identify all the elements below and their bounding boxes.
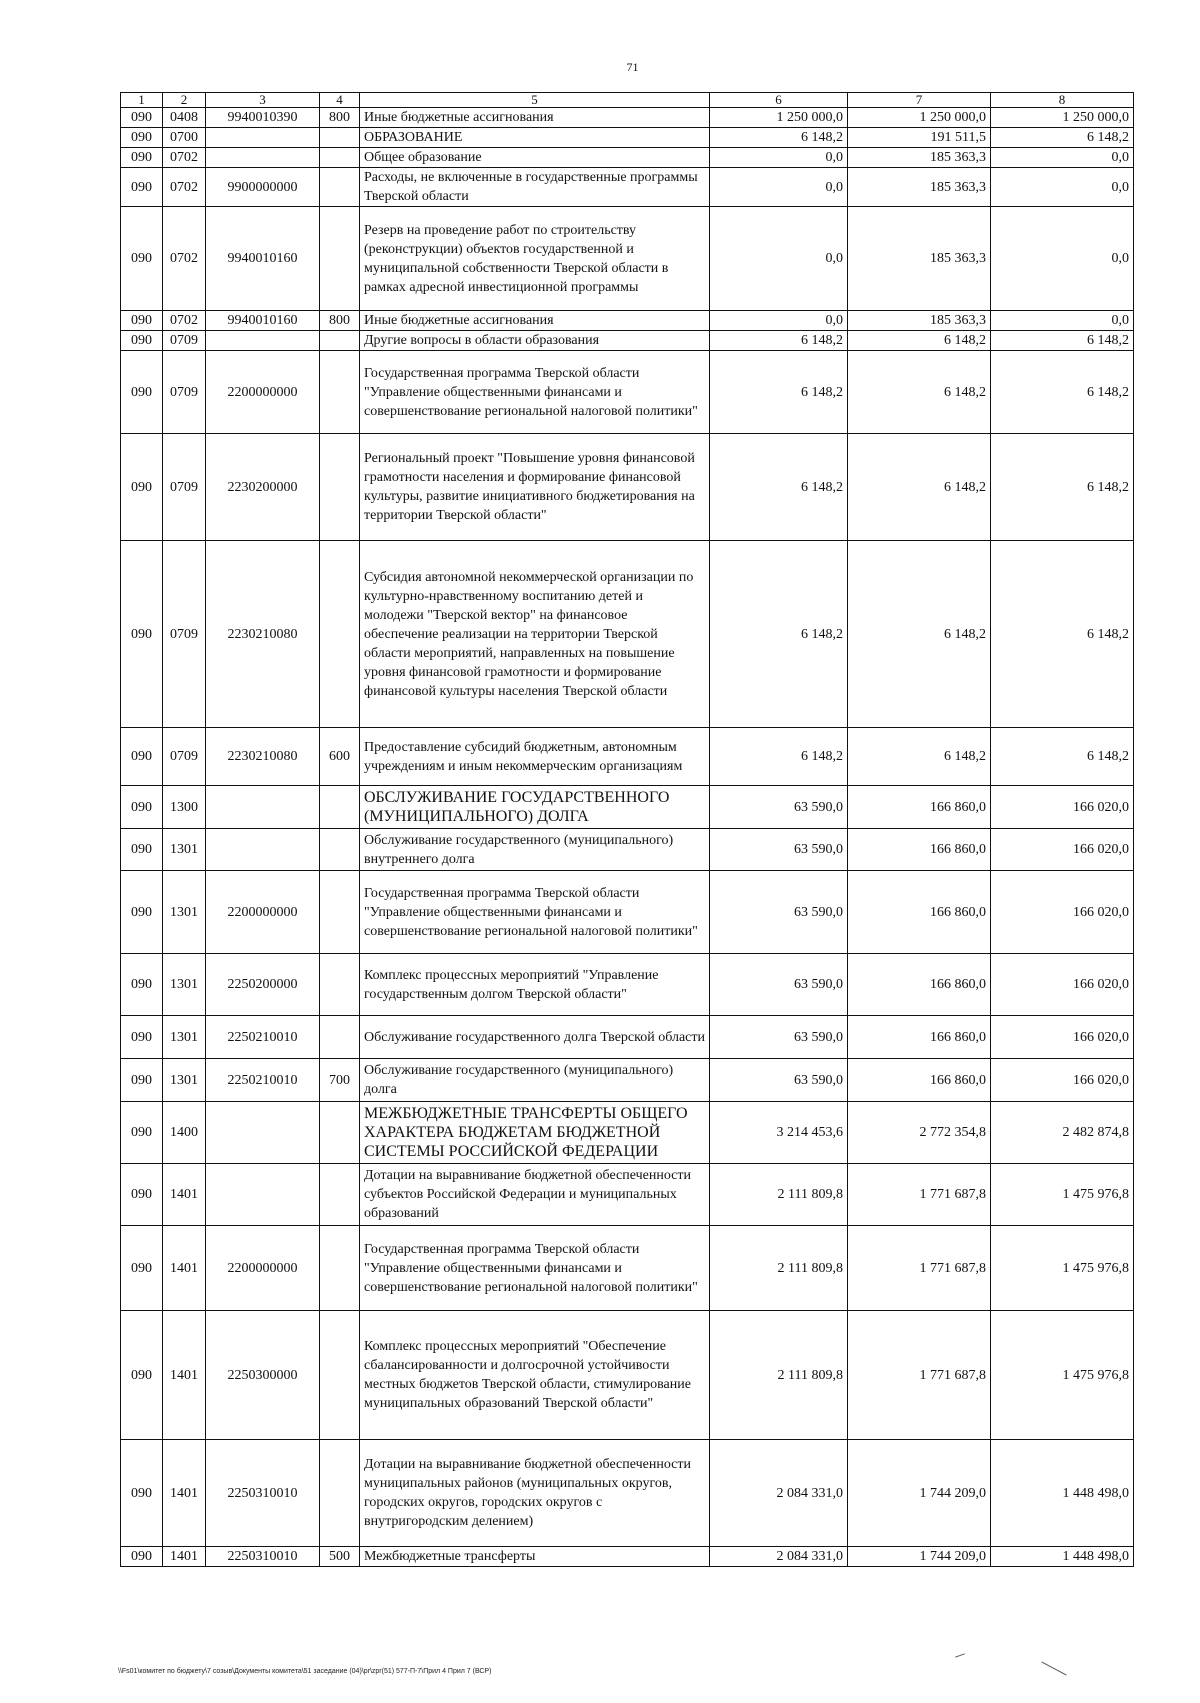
cell-chapter-code: 090 (121, 148, 163, 168)
cell-amount-col7: 2 772 354,8 (848, 1102, 991, 1164)
cell-item-name: Дотации на выравнивание бюджетной обеспеченности субъектов Российской Федерации и муниципальных образований (360, 1164, 710, 1226)
cell-amount-col6: 63 590,0 (710, 786, 848, 829)
cell-section-code: 0709 (163, 728, 206, 786)
cell-section-code: 1401 (163, 1547, 206, 1567)
table-row (121, 1226, 1134, 1311)
cell-target-article-code: 2250310010 (206, 1547, 320, 1567)
cell-amount-col8: 0,0 (991, 311, 1134, 331)
col-header-5: 5 (360, 93, 710, 108)
cell-amount-col7: 166 860,0 (848, 954, 991, 1016)
table-row (121, 1164, 1134, 1226)
cell-amount-col8: 6 148,2 (991, 434, 1134, 541)
cell-target-article-code: 2250210010 (206, 1059, 320, 1102)
cell-amount-col7: 166 860,0 (848, 786, 991, 829)
cell-expense-type-code (320, 954, 360, 1016)
cell-section-code: 0702 (163, 148, 206, 168)
cell-amount-col8: 6 148,2 (991, 728, 1134, 786)
cell-chapter-code: 090 (121, 351, 163, 434)
cell-section-code: 1401 (163, 1164, 206, 1226)
cell-amount-col6: 2 084 331,0 (710, 1547, 848, 1567)
cell-target-article-code (206, 1102, 320, 1164)
cell-target-article-code: 9940010390 (206, 108, 320, 128)
cell-amount-col6: 63 590,0 (710, 954, 848, 1016)
cell-amount-col8: 166 020,0 (991, 1059, 1134, 1102)
table-row (121, 434, 1134, 541)
cell-target-article-code: 2230200000 (206, 434, 320, 541)
cell-amount-col8: 166 020,0 (991, 871, 1134, 954)
cell-amount-col8: 6 148,2 (991, 331, 1134, 351)
cell-expense-type-code: 600 (320, 728, 360, 786)
cell-chapter-code: 090 (121, 728, 163, 786)
cell-section-code: 0700 (163, 128, 206, 148)
cell-amount-col8: 1 448 498,0 (991, 1440, 1134, 1547)
cell-item-name: Региональный проект "Повышение уровня финансовой грамотности населения и формирование финансовой культуры, развитие инициативного бюджетирования на территории Тверской области" (360, 434, 710, 541)
cell-chapter-code: 090 (121, 1311, 163, 1440)
cell-item-name: ОБСЛУЖИВАНИЕ ГОСУДАРСТВЕННОГО (МУНИЦИПАЛЬНОГО) ДОЛГА (360, 786, 710, 829)
cell-target-article-code: 2230210080 (206, 728, 320, 786)
cell-item-name: Резерв на проведение работ по строительству (реконструкции) объектов государственной и муниципальной собственности Тверской области в рамках адресной инвестиционной программы (360, 207, 710, 311)
cell-expense-type-code (320, 871, 360, 954)
budget-table (120, 92, 1134, 1567)
cell-chapter-code: 090 (121, 786, 163, 829)
cell-amount-col7: 166 860,0 (848, 1059, 991, 1102)
cell-amount-col7: 1 771 687,8 (848, 1226, 991, 1311)
table-row (121, 1059, 1134, 1102)
cell-chapter-code: 090 (121, 1102, 163, 1164)
scan-mark (955, 1653, 965, 1657)
cell-item-name: Межбюджетные трансферты (360, 1547, 710, 1567)
cell-item-name: Общее образование (360, 148, 710, 168)
cell-item-name: МЕЖБЮДЖЕТНЫЕ ТРАНСФЕРТЫ ОБЩЕГО ХАРАКТЕРА БЮДЖЕТАМ БЮДЖЕТНОЙ СИСТЕМЫ РОССИЙСКОЙ ФЕДЕРАЦИИ (360, 1102, 710, 1164)
cell-expense-type-code: 800 (320, 108, 360, 128)
cell-amount-col8: 166 020,0 (991, 829, 1134, 871)
cell-chapter-code: 090 (121, 1059, 163, 1102)
cell-amount-col8: 6 148,2 (991, 351, 1134, 434)
cell-amount-col6: 2 084 331,0 (710, 1440, 848, 1547)
cell-item-name: Предоставление субсидий бюджетным, автономным учреждениям и иным некоммерческим организациям (360, 728, 710, 786)
cell-section-code: 0709 (163, 331, 206, 351)
cell-expense-type-code (320, 829, 360, 871)
cell-amount-col7: 6 148,2 (848, 331, 991, 351)
cell-target-article-code: 9940010160 (206, 311, 320, 331)
cell-chapter-code: 090 (121, 541, 163, 728)
cell-expense-type-code: 800 (320, 311, 360, 331)
cell-item-name: Государственная программа Тверской области "Управление общественными финансами и совершенствование региональной налоговой политики" (360, 871, 710, 954)
cell-item-name: Обслуживание государственного (муниципального) внутреннего долга (360, 829, 710, 871)
cell-section-code: 1401 (163, 1226, 206, 1311)
cell-amount-col7: 1 771 687,8 (848, 1164, 991, 1226)
cell-target-article-code: 2200000000 (206, 1226, 320, 1311)
cell-section-code: 0702 (163, 207, 206, 311)
cell-item-name: Субсидия автономной некоммерческой организации по культурно-нравственному воспитанию детей и молодежи "Тверской вектор" на финансовое обеспечение реализации на территории Тверской области мероприятий, направленных на повышение уровня финансовой грамотности и формирование финансовой культуры населения Тверской области (360, 541, 710, 728)
cell-expense-type-code (320, 168, 360, 207)
cell-amount-col8: 2 482 874,8 (991, 1102, 1134, 1164)
cell-chapter-code: 090 (121, 331, 163, 351)
cell-amount-col7: 191 511,5 (848, 128, 991, 148)
cell-target-article-code: 9940010160 (206, 207, 320, 311)
cell-section-code: 0408 (163, 108, 206, 128)
cell-chapter-code: 090 (121, 1440, 163, 1547)
table-row (121, 954, 1134, 1016)
cell-amount-col7: 1 771 687,8 (848, 1311, 991, 1440)
col-header-6: 6 (710, 93, 848, 108)
cell-item-name: Иные бюджетные ассигнования (360, 311, 710, 331)
col-header-2: 2 (163, 93, 206, 108)
cell-amount-col6: 63 590,0 (710, 871, 848, 954)
cell-target-article-code: 2250310010 (206, 1440, 320, 1547)
cell-amount-col7: 166 860,0 (848, 871, 991, 954)
cell-amount-col7: 185 363,3 (848, 311, 991, 331)
cell-expense-type-code (320, 1164, 360, 1226)
cell-expense-type-code (320, 148, 360, 168)
budget-table-body (121, 108, 1134, 1567)
cell-expense-type-code (320, 1311, 360, 1440)
cell-chapter-code: 090 (121, 1226, 163, 1311)
cell-amount-col6: 0,0 (710, 311, 848, 331)
cell-expense-type-code: 700 (320, 1059, 360, 1102)
cell-item-name: Расходы, не включенные в государственные программы Тверской области (360, 168, 710, 207)
cell-item-name: Государственная программа Тверской области "Управление общественными финансами и совершенствование региональной налоговой политики" (360, 1226, 710, 1311)
cell-amount-col8: 166 020,0 (991, 1016, 1134, 1059)
cell-chapter-code: 090 (121, 829, 163, 871)
cell-section-code: 1301 (163, 871, 206, 954)
cell-section-code: 0709 (163, 434, 206, 541)
cell-amount-col8: 1 250 000,0 (991, 108, 1134, 128)
cell-amount-col7: 6 148,2 (848, 434, 991, 541)
cell-target-article-code: 9900000000 (206, 168, 320, 207)
cell-target-article-code: 2200000000 (206, 871, 320, 954)
cell-expense-type-code (320, 541, 360, 728)
table-row (121, 108, 1134, 128)
cell-amount-col6: 3 214 453,6 (710, 1102, 848, 1164)
cell-target-article-code (206, 829, 320, 871)
table-row (121, 541, 1134, 728)
cell-amount-col6: 6 148,2 (710, 434, 848, 541)
table-row (121, 1102, 1134, 1164)
table-row (121, 311, 1134, 331)
cell-target-article-code: 2200000000 (206, 351, 320, 434)
cell-amount-col6: 6 148,2 (710, 541, 848, 728)
table-row (121, 168, 1134, 207)
col-header-1: 1 (121, 93, 163, 108)
cell-chapter-code: 090 (121, 1016, 163, 1059)
cell-amount-col7: 185 363,3 (848, 207, 991, 311)
cell-amount-col6: 2 111 809,8 (710, 1164, 848, 1226)
col-header-3: 3 (206, 93, 320, 108)
cell-chapter-code: 090 (121, 311, 163, 331)
cell-amount-col8: 166 020,0 (991, 786, 1134, 829)
cell-chapter-code: 090 (121, 434, 163, 541)
cell-expense-type-code (320, 207, 360, 311)
cell-amount-col7: 1 250 000,0 (848, 108, 991, 128)
cell-chapter-code: 090 (121, 1164, 163, 1226)
cell-amount-col8: 6 148,2 (991, 128, 1134, 148)
cell-section-code: 1301 (163, 1016, 206, 1059)
cell-target-article-code (206, 786, 320, 829)
cell-amount-col7: 1 744 209,0 (848, 1547, 991, 1567)
cell-chapter-code: 090 (121, 128, 163, 148)
cell-chapter-code: 090 (121, 168, 163, 207)
cell-expense-type-code (320, 351, 360, 434)
cell-target-article-code: 2230210080 (206, 541, 320, 728)
cell-item-name: Другие вопросы в области образования (360, 331, 710, 351)
table-row (121, 207, 1134, 311)
cell-amount-col8: 0,0 (991, 168, 1134, 207)
cell-item-name: Дотации на выравнивание бюджетной обеспеченности муниципальных районов (муниципальных округов, городских округов, городских округов с внутригородским делением) (360, 1440, 710, 1547)
cell-amount-col6: 63 590,0 (710, 1016, 848, 1059)
table-row (121, 786, 1134, 829)
table-row (121, 351, 1134, 434)
cell-amount-col7: 166 860,0 (848, 829, 991, 871)
cell-amount-col8: 0,0 (991, 148, 1134, 168)
cell-target-article-code (206, 148, 320, 168)
col-header-7: 7 (848, 93, 991, 108)
cell-section-code: 1300 (163, 786, 206, 829)
cell-section-code: 0702 (163, 168, 206, 207)
cell-item-name: Комплекс процессных мероприятий "Управление государственным долгом Тверской области" (360, 954, 710, 1016)
cell-section-code: 1301 (163, 829, 206, 871)
cell-amount-col6: 2 111 809,8 (710, 1311, 848, 1440)
cell-amount-col7: 6 148,2 (848, 351, 991, 434)
cell-target-article-code (206, 1164, 320, 1226)
table-row (121, 829, 1134, 871)
cell-target-article-code (206, 331, 320, 351)
cell-section-code: 1301 (163, 1059, 206, 1102)
cell-amount-col8: 6 148,2 (991, 541, 1134, 728)
cell-amount-col6: 6 148,2 (710, 128, 848, 148)
footer-file-path: \\Fs01\комитет по бюджету\7 созыв\Документы комитета\51 заседание (04)\pr\zpr(51) 577-П-7\Прил 4 Прил 7 (ВСР) (118, 1668, 492, 1675)
cell-amount-col8: 1 475 976,8 (991, 1226, 1134, 1311)
cell-amount-col8: 1 475 976,8 (991, 1164, 1134, 1226)
table-row (121, 728, 1134, 786)
col-header-4: 4 (320, 93, 360, 108)
cell-chapter-code: 090 (121, 871, 163, 954)
table-row (121, 1547, 1134, 1567)
cell-amount-col8: 1 448 498,0 (991, 1547, 1134, 1567)
cell-section-code: 1301 (163, 954, 206, 1016)
cell-target-article-code: 2250200000 (206, 954, 320, 1016)
page-number: 71 (626, 60, 639, 74)
cell-amount-col7: 6 148,2 (848, 728, 991, 786)
cell-expense-type-code (320, 128, 360, 148)
cell-section-code: 1401 (163, 1311, 206, 1440)
cell-item-name: Обслуживание государственного долга Тверской области (360, 1016, 710, 1059)
cell-amount-col8: 166 020,0 (991, 954, 1134, 1016)
cell-amount-col6: 6 148,2 (710, 728, 848, 786)
table-row (121, 331, 1134, 351)
cell-amount-col7: 185 363,3 (848, 168, 991, 207)
table-row (121, 871, 1134, 954)
cell-expense-type-code (320, 1440, 360, 1547)
cell-section-code: 0709 (163, 541, 206, 728)
cell-item-name: Комплекс процессных мероприятий "Обеспечение сбалансированности и долгосрочной устойчивости местных бюджетов Тверской области, стимулирование муниципальных образований Тверской области" (360, 1311, 710, 1440)
scan-mark (1041, 1661, 1066, 1675)
cell-expense-type-code: 500 (320, 1547, 360, 1567)
cell-amount-col6: 2 111 809,8 (710, 1226, 848, 1311)
cell-expense-type-code (320, 1102, 360, 1164)
cell-expense-type-code (320, 786, 360, 829)
cell-target-article-code (206, 128, 320, 148)
cell-amount-col8: 0,0 (991, 207, 1134, 311)
cell-amount-col7: 185 363,3 (848, 148, 991, 168)
cell-target-article-code: 2250300000 (206, 1311, 320, 1440)
cell-item-name: Иные бюджетные ассигнования (360, 108, 710, 128)
table-row (121, 1016, 1134, 1059)
cell-chapter-code: 090 (121, 108, 163, 128)
cell-target-article-code: 2250210010 (206, 1016, 320, 1059)
cell-expense-type-code (320, 331, 360, 351)
col-header-8: 8 (991, 93, 1134, 108)
cell-amount-col6: 63 590,0 (710, 829, 848, 871)
cell-section-code: 1400 (163, 1102, 206, 1164)
cell-chapter-code: 090 (121, 954, 163, 1016)
cell-amount-col6: 6 148,2 (710, 331, 848, 351)
table-row (121, 1440, 1134, 1547)
cell-expense-type-code (320, 1226, 360, 1311)
cell-amount-col6: 0,0 (710, 207, 848, 311)
cell-item-name: Государственная программа Тверской области "Управление общественными финансами и совершенствование региональной налоговой политики" (360, 351, 710, 434)
cell-amount-col7: 6 148,2 (848, 541, 991, 728)
table-row (121, 1311, 1134, 1440)
cell-item-name: ОБРАЗОВАНИЕ (360, 128, 710, 148)
cell-chapter-code: 090 (121, 207, 163, 311)
cell-amount-col6: 63 590,0 (710, 1059, 848, 1102)
cell-amount-col6: 0,0 (710, 148, 848, 168)
cell-section-code: 1401 (163, 1440, 206, 1547)
cell-amount-col8: 1 475 976,8 (991, 1311, 1134, 1440)
cell-chapter-code: 090 (121, 1547, 163, 1567)
cell-section-code: 0702 (163, 311, 206, 331)
cell-amount-col6: 6 148,2 (710, 351, 848, 434)
cell-amount-col7: 166 860,0 (848, 1016, 991, 1059)
cell-item-name: Обслуживание государственного (муниципального) долга (360, 1059, 710, 1102)
table-row (121, 128, 1134, 148)
cell-expense-type-code (320, 434, 360, 541)
cell-amount-col6: 0,0 (710, 168, 848, 207)
table-row (121, 148, 1134, 168)
cell-section-code: 0709 (163, 351, 206, 434)
cell-amount-col6: 1 250 000,0 (710, 108, 848, 128)
cell-expense-type-code (320, 1016, 360, 1059)
table-header-row (121, 93, 1134, 108)
cell-amount-col7: 1 744 209,0 (848, 1440, 991, 1547)
